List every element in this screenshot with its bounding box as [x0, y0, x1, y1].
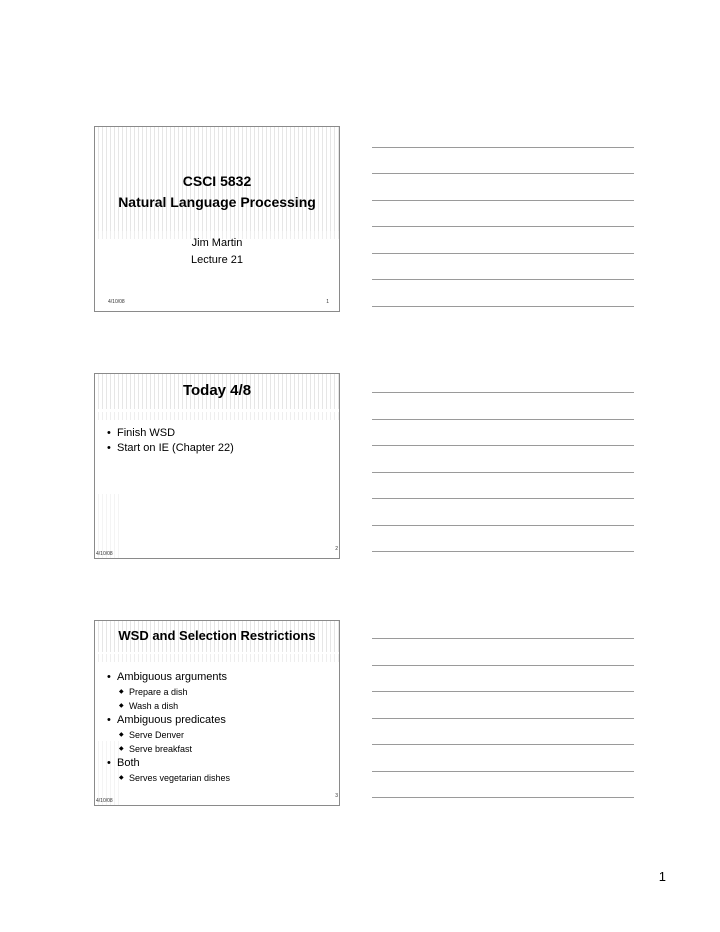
slide-3: [94, 620, 340, 806]
lecture-label: Lecture 21: [191, 254, 243, 266]
bullet-item: • Finish WSD: [105, 426, 333, 441]
bullet-list: [105, 426, 333, 455]
sub-bullet-item: ◆ Serve breakfast: [105, 742, 333, 756]
slide-number: 1: [326, 299, 329, 305]
note-line: [372, 472, 634, 473]
note-line: [372, 445, 634, 446]
note-line: [372, 665, 634, 666]
note-line: [372, 691, 634, 692]
slide-title: WSD and Selection Restrictions: [118, 628, 316, 643]
course-name: Natural Language Processing: [118, 194, 316, 210]
slide-title: [95, 171, 339, 213]
note-line: [372, 638, 634, 639]
slide-side-band: [95, 494, 121, 558]
course-code: CSCI 5832: [182, 173, 252, 189]
slide-date: 4/10/08: [96, 798, 113, 804]
note-line: [372, 718, 634, 719]
bullet-list: [105, 670, 333, 785]
note-line: [372, 419, 634, 420]
note-line: [372, 771, 634, 772]
bullet-item: • Start on IE (Chapter 22): [105, 441, 333, 456]
slide-number: 3: [335, 793, 338, 799]
note-line: [372, 551, 634, 552]
sub-bullet-item: ◆ Prepare a dish: [105, 685, 333, 699]
bullet-item: • Ambiguous predicates: [105, 713, 333, 728]
author-name: Jim Martin: [191, 237, 243, 249]
note-line: [372, 253, 634, 254]
bullet-item: • Both: [105, 756, 333, 771]
slide-divider-band: [95, 654, 339, 662]
note-line: [372, 498, 634, 499]
slide-title: Today 4/8: [182, 382, 252, 399]
slide-2: [94, 373, 340, 559]
note-line: [372, 200, 634, 201]
slide-number: 2: [335, 546, 338, 552]
slide-divider-band: [95, 412, 339, 420]
note-line: [372, 306, 634, 307]
sub-bullet-item: ◆ Serve Denver: [105, 728, 333, 742]
note-line: [372, 392, 634, 393]
note-line: [372, 797, 634, 798]
bullet-item: • Ambiguous arguments: [105, 670, 333, 685]
note-line: [372, 525, 634, 526]
note-line: [372, 744, 634, 745]
note-line: [372, 147, 634, 148]
note-line: [372, 279, 634, 280]
slide-1: [94, 126, 340, 312]
note-line: [372, 226, 634, 227]
page-number: 1: [658, 869, 666, 884]
sub-bullet-item: ◆ Serves vegetarian dishes: [105, 771, 333, 785]
slide-date: 4/10/08: [108, 299, 125, 305]
note-line: [372, 173, 634, 174]
sub-bullet-item: ◆ Wash a dish: [105, 699, 333, 713]
slide-date: 4/10/08: [96, 551, 113, 557]
